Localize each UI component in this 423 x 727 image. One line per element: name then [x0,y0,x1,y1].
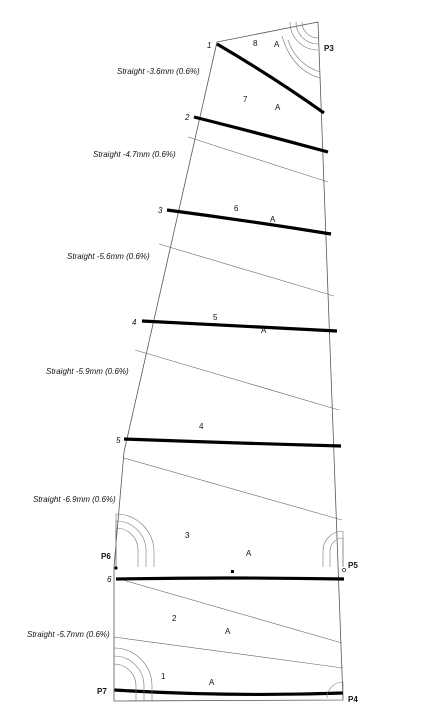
panel-letter: A [261,326,267,335]
panel-number-6: 6 [234,204,239,213]
corner-label-p5: P5 [348,561,358,570]
panel-line [114,637,343,668]
seam-number-2: 2 [185,113,190,122]
p3-corner-arc [282,36,320,78]
p3-corner-arc [288,40,320,72]
corner-arcs [114,22,343,701]
p3-corner-arc [290,22,318,50]
seam-lines [114,44,344,694]
panel-number-5: 5 [213,313,218,322]
straight-label: Straight -6.9mm (0.6%) [33,495,116,504]
panel-letter: A [274,40,280,49]
p5-corner-arc [330,538,343,567]
seam-line-7 [114,690,343,694]
p5-corner-arc [323,531,343,567]
straight-label: Straight -5.6mm (0.6%) [67,252,150,261]
seam-number-6: 6 [107,575,112,584]
seam-line-2 [194,117,328,152]
panel-number-3: 3 [185,531,190,540]
seam-number-4: 4 [132,318,137,327]
panel-line [124,458,342,520]
corner-label-p6: P6 [101,552,111,561]
panel-line [188,137,328,182]
straight-label: Straight -5.7mm (0.6%) [27,630,110,639]
panel-number-8: 8 [253,39,258,48]
seam-line-1 [217,44,324,113]
sail-outline [114,22,343,701]
straight-label: Straight -4.7mm (0.6%) [93,150,176,159]
panel-number-2: 2 [172,614,177,623]
panel-line [159,244,334,296]
panel-letter: A [209,678,215,687]
seam-line-5 [124,439,341,446]
p6-corner-arc [116,514,154,567]
straight-label: Straight -3.6mm (0.6%) [117,67,200,76]
panel-letter: A [246,549,252,558]
panel-letter: A [225,627,231,636]
panel-number-7: 7 [243,95,248,104]
p6-marker [114,566,117,569]
panel-lines [114,137,343,668]
panel-number-4: 4 [199,422,204,431]
straight-label: Straight -5.9mm (0.6%) [46,367,129,376]
center-marker [231,570,234,573]
p4-corner-arc [327,682,343,700]
p7-corner-arc [114,664,136,701]
panel-number-1: 1 [161,672,166,681]
panel-line [135,350,339,410]
seam-number-3: 3 [158,206,163,215]
panel-letter: A [275,103,281,112]
corner-label-p4: P4 [348,695,358,704]
seam-line-4 [142,321,337,331]
seam-number-1: 1 [207,41,212,50]
p5-marker [342,568,345,571]
panel-letter: A [270,215,276,224]
seam-number-5: 5 [116,436,121,445]
corner-label-p3: P3 [324,44,334,53]
p6-corner-arc [116,528,138,567]
seam-line-3 [167,210,331,234]
p7-corner-arc [114,656,144,701]
p6-corner-arc [116,521,146,567]
seam-line-6 [116,578,344,579]
corner-label-p7: P7 [97,687,107,696]
